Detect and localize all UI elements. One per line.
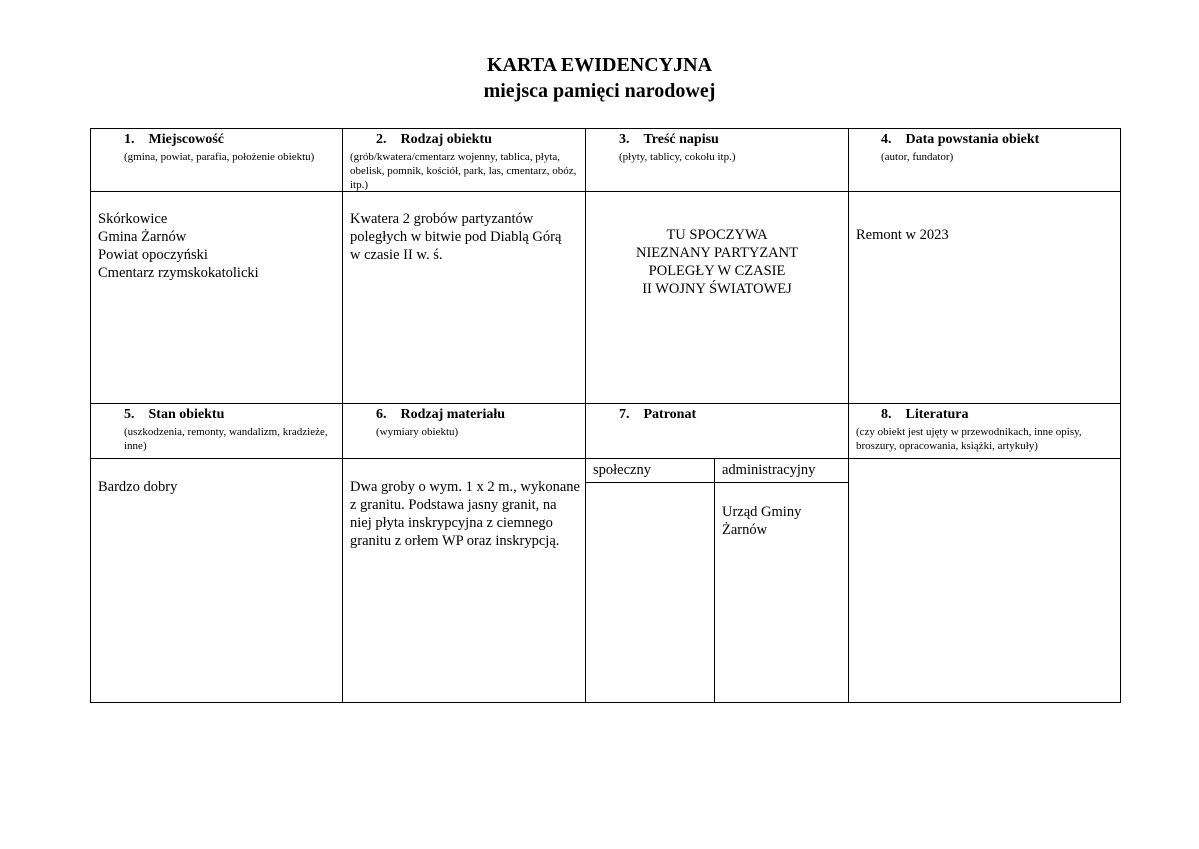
rodzaj-obiektu-value: Kwatera 2 grobów partyzantów poległych w bitwie pod Diablą Górą w czasie II w. ś. <box>350 211 562 263</box>
inscription-line: II WOJNY ŚWIATOWEJ <box>642 281 792 297</box>
table-border-right <box>1120 128 1121 703</box>
table-border-top <box>90 128 1121 129</box>
header-8-subtitle: (czy obiekt jest ujęty w przewodnikach, inne opisy, broszury, opracowania, książki, artykuły) <box>856 426 1082 452</box>
header-1-number: 1. <box>124 132 135 147</box>
header-2-title: Rodzaj obiektu <box>400 132 492 147</box>
header-3-title: Treść napisu <box>643 132 719 147</box>
header-8 <box>881 406 968 423</box>
header-5 <box>124 406 224 423</box>
inscription-line: NIEZNANY PARTYZANT <box>636 245 798 261</box>
header-5-number: 5. <box>124 407 135 422</box>
patronat-administracyjny-label: administracyjny <box>722 462 816 478</box>
header-8-number: 8. <box>881 407 892 422</box>
header-5-subtitle: (uszkodzenia, remonty, wandalizm, kradzieże, inne) <box>124 426 328 452</box>
header-7-title: Patronat <box>643 407 697 422</box>
document-title: KARTA EWIDENCYJNA <box>486 54 713 76</box>
header-2-number: 2. <box>376 132 387 147</box>
header-3 <box>619 131 719 148</box>
header-6-number: 6. <box>376 407 387 422</box>
header-3-subtitle: (płyty, tablicy, cokołu itp.) <box>619 151 736 163</box>
header-1-subtitle: (gmina, powiat, parafia, położenie obiektu) <box>124 151 315 163</box>
col-divider-2 <box>585 128 586 703</box>
row-divider <box>90 403 1121 404</box>
header-2-subtitle: (grób/kwatera/cmentarz wojenny, tablica, płyta, obelisk, pomnik, kościół, park, las, cmentarz, obóz, itp.) <box>350 151 577 191</box>
inscription-line: POLEGŁY W CZASIE <box>648 263 786 279</box>
miejscowosc-value <box>98 210 336 282</box>
miejscowosc-line: Cmentarz rzymskokatolicki <box>98 265 259 281</box>
header-8-title: Literatura <box>905 407 969 422</box>
header-5-title: Stan obiektu <box>148 407 225 422</box>
header-6 <box>376 406 505 423</box>
header-6-title: Rodzaj materiału <box>400 407 506 422</box>
miejscowosc-line: Powiat opoczyński <box>98 247 208 263</box>
stan-obiektu-value: Bardzo dobry <box>98 479 178 495</box>
header-4-number: 4. <box>881 132 892 147</box>
tresc-napisu-value <box>586 226 848 298</box>
row2-header-divider <box>90 458 1121 459</box>
miejscowosc-line: Skórkowice <box>98 211 168 227</box>
header-2 <box>376 131 492 148</box>
header-4-subtitle: (autor, fundator) <box>881 151 954 163</box>
table-border-bottom <box>90 702 1121 703</box>
patronat-col-divider <box>714 458 715 703</box>
rodzaj-materialu-value: Dwa groby o wym. 1 x 2 m., wykonane z granitu. Podstawa jasny granit, na niej płyta inskrypcyjna z ciemnego granitu z orłem WP oraz inskrypcją. <box>350 479 580 549</box>
header-1 <box>124 131 224 148</box>
col-divider-3 <box>848 128 849 703</box>
patronat-administracyjny-value: Urząd Gminy Żarnów <box>722 504 802 538</box>
header-4 <box>881 131 1039 148</box>
header-1-title: Miejscowość <box>148 132 224 147</box>
header-7 <box>619 406 696 423</box>
data-powstania-value: Remont w 2023 <box>856 227 949 243</box>
col-divider-1 <box>342 128 343 703</box>
header-6-subtitle: (wymiary obiektu) <box>376 426 459 438</box>
miejscowosc-line: Gmina Żarnów <box>98 229 187 245</box>
header-4-title: Data powstania obiekt <box>905 132 1040 147</box>
patronat-spoleczny-label: społeczny <box>593 462 651 478</box>
header-3-number: 3. <box>619 132 630 147</box>
table-border-left <box>90 128 91 703</box>
header-7-number: 7. <box>619 407 630 422</box>
row1-header-divider <box>90 191 1121 192</box>
patronat-sub-divider <box>585 482 848 483</box>
inscription-line: TU SPOCZYWA <box>666 227 768 243</box>
document-subtitle: miejsca pamięci narodowej <box>483 80 716 102</box>
